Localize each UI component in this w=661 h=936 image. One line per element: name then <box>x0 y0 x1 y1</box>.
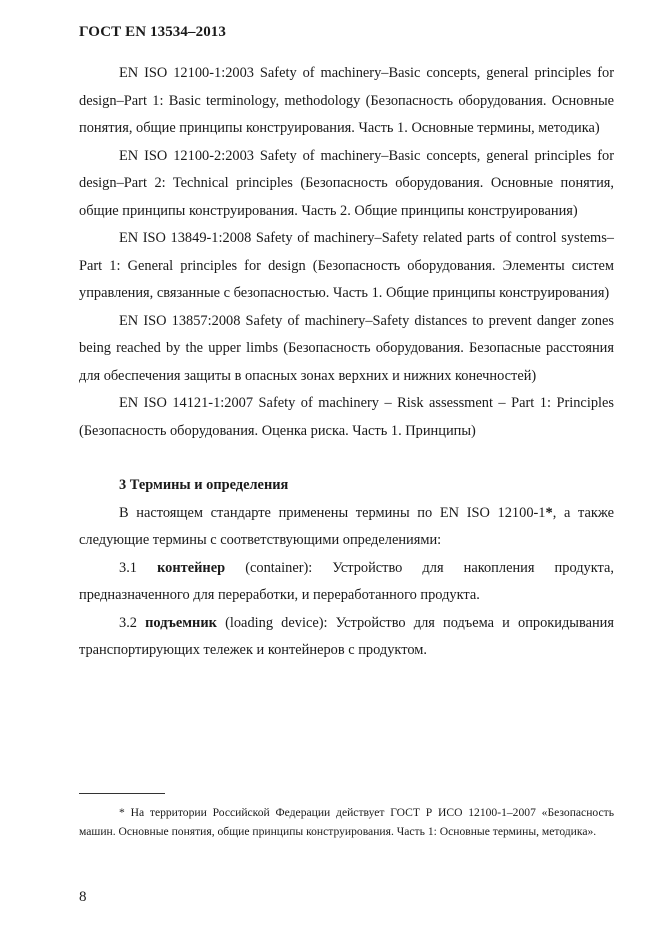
document-header: ГОСТ EN 13534–2013 <box>79 24 226 40</box>
term-definition <box>79 610 614 665</box>
reference-entry: EN ISO 13849-1:2008 Safety of machinery–Safety related parts of control systems–Part 1: General principles for design (Безопасность оборудования. Элементы систем управления, связанные с безопасностью. Часть 1. Общие принципы конструирования) <box>79 230 614 301</box>
footnote-mark: * <box>545 504 553 521</box>
reference-entry: EN ISO 12100-2:2003 Safety of machinery–Basic concepts, general principles for design–Part 2: Technical principles (Безопасность оборудования. Основные понятия, общие принципы конструирования. Часть 2. Общие принципы конструирования) <box>79 147 614 219</box>
main-content <box>79 60 614 665</box>
section-intro <box>79 500 614 555</box>
reference-entry: EN ISO 13857:2008 Safety of machinery–Safety distances to prevent danger zones being reached by the upper limbs (Безопасность оборудования. Безопасные расстояния для обеспечения защиты в опасных зонах верхних и нижних конечностей) <box>79 312 614 384</box>
term-name: подъемник <box>145 614 217 631</box>
intro-text: В настоящем стандарте применены термины по EN ISO 12100-1 <box>119 504 546 521</box>
term-text: (container): Устройство для накопления продукта, предназначенного для переработки, и переработанного продукта. <box>79 559 614 603</box>
reference-entry: EN ISO 12100-1:2003 Safety of machinery–Basic concepts, general principles for design–Part 1: Basic terminology, methodology (Безопасность оборудования. Основные понятия, общие принципы конструирования. Часть 1. Основные термины, методика) <box>79 65 614 136</box>
term-text: (loading device): Устройство для подъема и опрокидывания транспортирующих тележек и контейнеров с продуктом. <box>79 614 614 658</box>
footnote: * На территории Российской Федерации действует ГОСТ Р ИСО 12100-1–2007 «Безопасность машин. Основные понятия, общие принципы конструирования. Часть 1: Основные термины, методика». <box>79 806 614 838</box>
term-definition <box>79 555 614 610</box>
reference-entry: EN ISO 14121-1:2007 Safety of machinery – Risk assessment – Part 1: Principles (Безопасность оборудования. Оценка риска. Часть 1. Принципы) <box>79 395 614 439</box>
term-name: контейнер <box>157 559 226 576</box>
intro-text-cont: , а также следующие термины с соответствующими определениями: <box>79 504 615 548</box>
term-number: 3.1 <box>119 559 158 576</box>
footnote-divider <box>79 793 165 794</box>
section-heading: 3 Термины и определения <box>119 477 289 493</box>
term-number: 3.2 <box>119 614 146 631</box>
page-number: 8 <box>79 889 87 905</box>
